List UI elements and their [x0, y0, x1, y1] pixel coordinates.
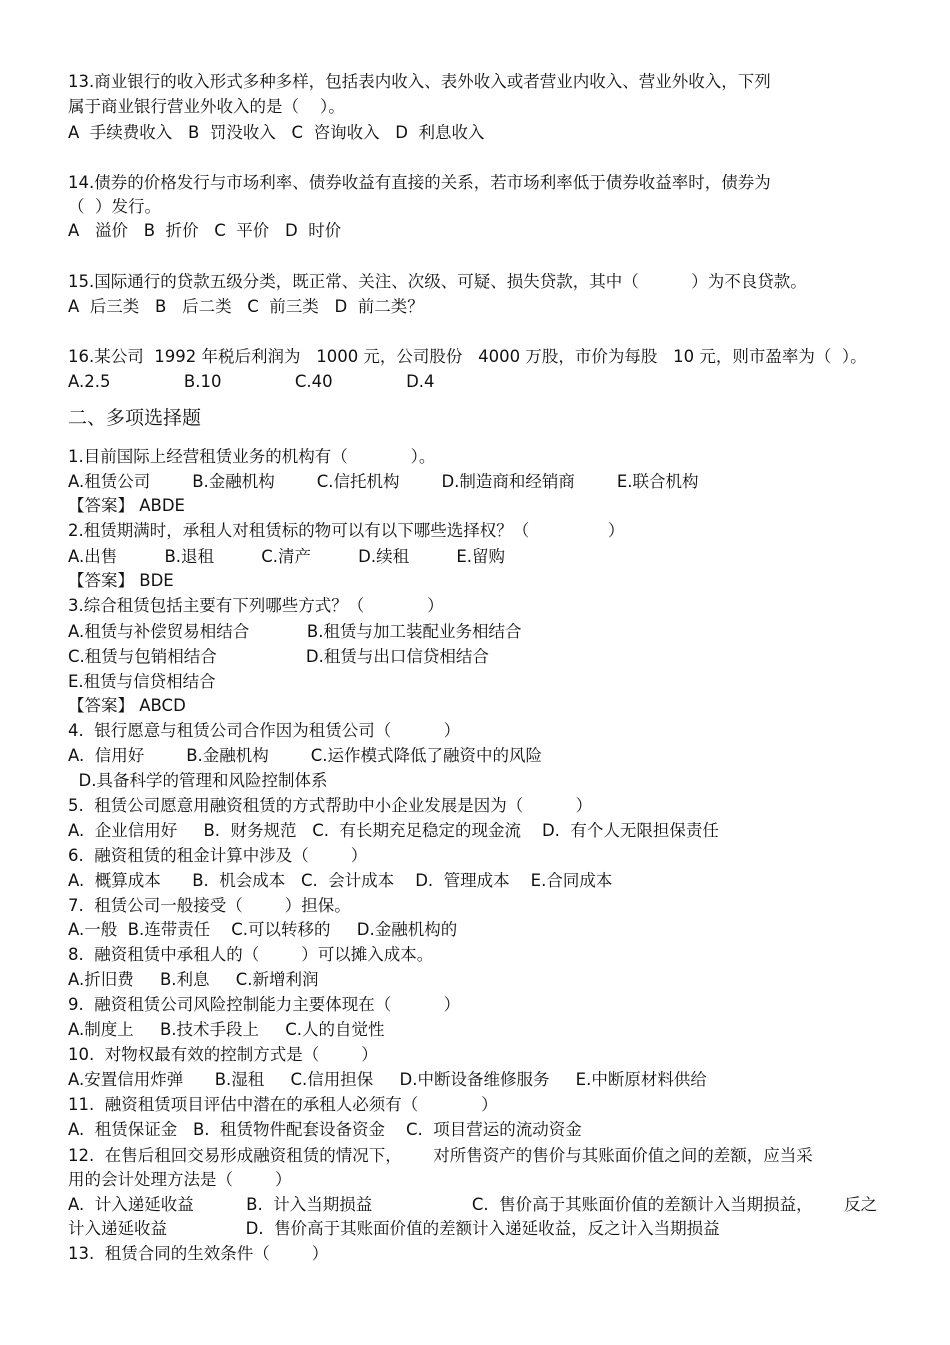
m12-stem-line2: 用的会计处理方法是（ ）	[68, 1170, 292, 1189]
m10-stem: 10. 对物权最有效的控制方式是（ ）	[68, 1045, 378, 1064]
m3-answer: 【答案】 ABCD	[68, 696, 186, 715]
m7-stem: 7. 租赁公司一般接受（ ）担保。	[68, 896, 351, 915]
m1-options: A.租赁公司 B.金融机构 C.信托机构 D.制造商和经销商 E.联合机构	[68, 472, 699, 491]
m5-options: A. 企业信用好 B. 财务规范 C. 有长期充足稳定的现金流 D. 有个人无限担保责任	[68, 821, 719, 840]
m10-options: A.安置信用炸弹 B.湿租 C.信用担保 D.中断设备维修服务 E.中断原材料供给	[68, 1070, 707, 1089]
m1-answer: 【答案】 ABDE	[68, 496, 185, 515]
m6-stem: 6. 融资租赁的租金计算中涉及（ ）	[68, 846, 368, 865]
section-heading-multiple-choice: 二、多项选择题	[68, 407, 202, 429]
m12-options-line2: 计入递延收益 D. 售价高于其账面价值的差额计入递延收益，反之计入当期损益	[68, 1219, 720, 1238]
q15-single-stem: 15.国际通行的贷款五级分类，既正常、关注、次级、可疑、损失贷款，其中（ ）为不良贷款。	[68, 272, 807, 291]
m9-options: A.制度上 B.技术手段上 C.人的自觉性	[68, 1020, 385, 1039]
m4-options-line1: A. 信用好 B.金融机构 C.运作模式降低了融资中的风险	[68, 746, 542, 765]
q16-single-stem: 16.某公司 1992 年税后利润为 1000 元，公司股份 4000 万股，市价为每股 10 元，则市盈率为（ ）。	[68, 347, 867, 366]
m4-options-line2: D.具备科学的管理和风险控制体系	[68, 771, 328, 790]
m13-stem: 13. 租赁合同的生效条件（ ）	[68, 1244, 329, 1263]
q14-single-stem-line2: （ ）发行。	[68, 197, 161, 216]
m2-options: A.出售 B.退租 C.清产 D.续租 E.留购	[68, 547, 506, 566]
q14-single-stem-line1: 14.债券的价格发行与市场利率、债券收益有直接的关系，若市场利率低于债券收益率时，债券为	[68, 173, 771, 192]
q14-single-options: A 溢价 B 折价 C 平价 D 时价	[68, 221, 342, 240]
m8-stem: 8. 融资租赁中承租人的（ ）可以摊入成本。	[68, 945, 434, 964]
m1-stem: 1.目前国际上经营租赁业务的机构有（ ）。	[68, 447, 436, 466]
m3-stem: 3.综合租赁包括主要有下列哪些方式？（ ）	[68, 596, 444, 615]
q15-single-options: A 后三类 B 后二类 C 前三类 D 前二类？	[68, 297, 424, 316]
m9-stem: 9. 融资租赁公司风险控制能力主要体现在（ ）	[68, 995, 461, 1014]
m2-stem: 2.租赁期满时，承租人对租赁标的物可以有以下哪些选择权？（ ）	[68, 521, 625, 540]
m6-options: A. 概算成本 B. 机会成本 C. 会计成本 D. 管理成本 E.合同成本	[68, 871, 613, 890]
q13-single-stem-line2: 属于商业银行营业外收入的是（ ）。	[68, 97, 345, 116]
m3-options-line2: C.租赁与包销相结合 D.租赁与出口信贷相结合	[68, 647, 489, 666]
q13-single-options: A 手续费收入 B 罚没收入 C 咨询收入 D 利息收入	[68, 123, 485, 142]
m2-answer: 【答案】 BDE	[68, 571, 174, 590]
m11-options: A. 租赁保证金 B. 租赁物件配套设备资金 C. 项目营运的流动资金	[68, 1120, 582, 1139]
m7-options: A.一般 B.连带责任 C.可以转移的 D.金融机构的	[68, 920, 458, 939]
m3-options-line1: A.租赁与补偿贸易相结合 B.租赁与加工装配业务相结合	[68, 622, 522, 641]
q13-single-stem-line1: 13.商业银行的收入形式多种多样，包括表内收入、表外收入或者营业内收入、营业外收入，下列	[68, 72, 771, 91]
q16-single-options: A.2.5 B.10 C.40 D.4	[68, 372, 435, 391]
m8-options: A.折旧费 B.利息 C.新增利润	[68, 970, 319, 989]
m4-stem: 4. 银行愿意与租赁公司合作因为租赁公司（ ）	[68, 721, 461, 740]
m11-stem: 11. 融资租赁项目评估中潜在的承租人必须有（ ）	[68, 1095, 498, 1114]
m12-options-line1: A. 计入递延收益 B. 计入当期损益 C. 售价高于其账面价值的差额计入当期损益， 反之	[68, 1195, 878, 1214]
m3-options-line3: E.租赁与信贷相结合	[68, 672, 216, 691]
m12-stem-line1: 12. 在售后租回交易形成融资租赁的情况下， 对所售资产的售价与其账面价值之间的差额，应当采	[68, 1146, 813, 1165]
m5-stem: 5. 租赁公司愿意用融资租赁的方式帮助中小企业发展是因为（ ）	[68, 796, 593, 815]
